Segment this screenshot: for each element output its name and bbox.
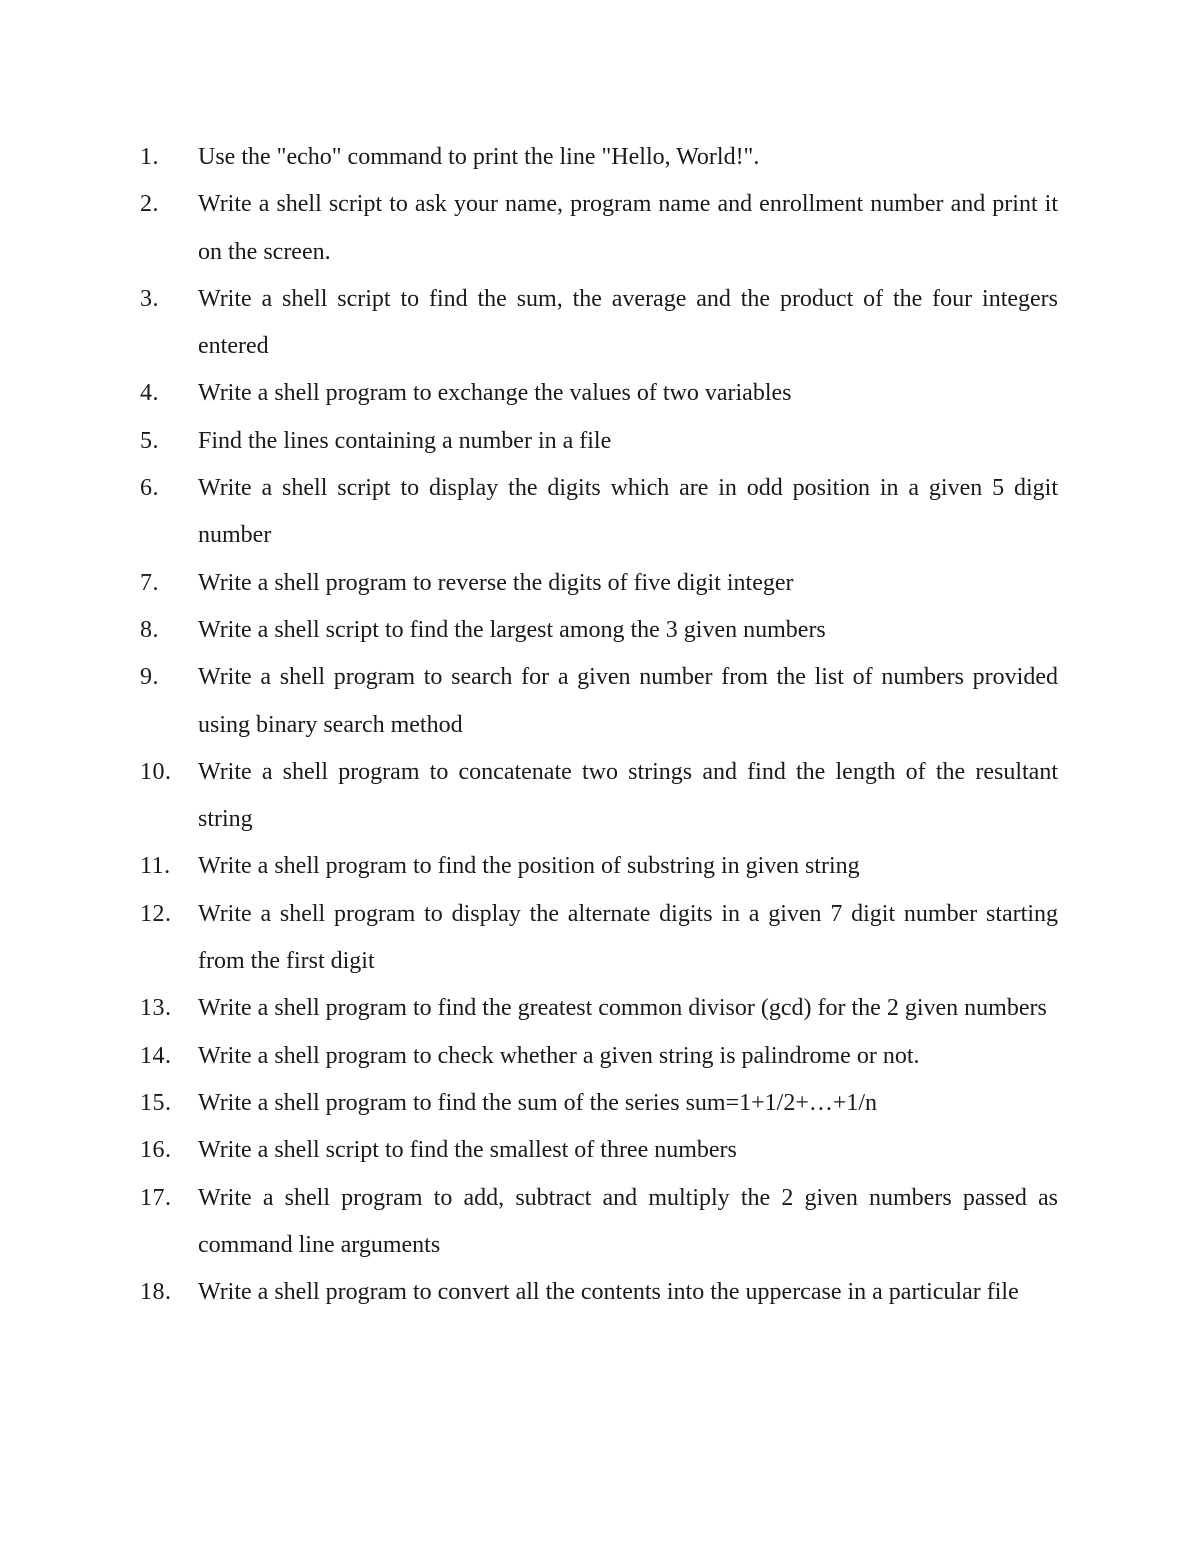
question-list — [140, 134, 1058, 1316]
item-number: 4. — [140, 380, 159, 407]
item-text: Write a shell program to check whether a given string is palindrome or not. — [198, 1042, 920, 1069]
list-item — [140, 465, 1058, 560]
item-text: Write a shell script to display the digits which are in odd position in a given 5 digit number — [198, 475, 1058, 549]
item-number: 7. — [140, 569, 159, 596]
list-item — [140, 985, 1058, 1032]
item-number: 12. — [140, 900, 172, 927]
item-text: Write a shell program to find the greatest common divisor (gcd) for the 2 given numbers — [198, 995, 1047, 1022]
item-number: 14. — [140, 1042, 172, 1069]
item-text: Write a shell program to find the sum of the series sum=1+1/2+…+1/n — [198, 1089, 878, 1116]
list-item — [140, 654, 1058, 749]
item-text: Write a shell script to find the smallest of three numbers — [198, 1137, 737, 1164]
item-text: Write a shell program to exchange the values of two variables — [198, 380, 792, 407]
list-item — [140, 1033, 1058, 1080]
item-number: 13. — [140, 995, 172, 1022]
item-text: Write a shell script to find the largest among the 3 given numbers — [198, 616, 826, 643]
list-item — [140, 843, 1058, 890]
list-item — [140, 560, 1058, 607]
list-item — [140, 607, 1058, 654]
item-number: 9. — [140, 664, 159, 691]
item-text: Write a shell program to search for a given number from the list of numbers provided using binary search method — [198, 664, 1058, 738]
item-number: 5. — [140, 427, 159, 454]
item-text: Write a shell program to concatenate two strings and find the length of the resultant string — [198, 758, 1058, 833]
item-number: 10. — [140, 758, 172, 785]
list-item — [140, 1080, 1058, 1127]
list-item — [140, 181, 1058, 276]
list-item — [140, 134, 1058, 181]
item-number: 11. — [140, 853, 171, 880]
list-item — [140, 749, 1058, 844]
item-number: 2. — [140, 191, 159, 218]
list-item — [140, 1269, 1058, 1316]
item-text: Write a shell script to find the sum, the average and the product of the four integers entered — [198, 285, 1058, 360]
item-text: Write a shell program to convert all the contents into the uppercase in a particular file — [198, 1279, 1019, 1306]
item-text: Find the lines containing a number in a file — [198, 427, 612, 454]
item-number: 18. — [140, 1279, 172, 1306]
item-number: 8. — [140, 616, 159, 643]
list-item — [140, 370, 1058, 417]
list-item — [140, 1127, 1058, 1174]
item-text: Write a shell program to display the alternate digits in a given 7 digit number starting from the first digit — [198, 900, 1058, 975]
list-item — [140, 891, 1058, 986]
item-text: Use the "echo" command to print the line "Hello, World!". — [198, 144, 760, 170]
list-item — [140, 418, 1058, 465]
item-text: Write a shell program to reverse the digits of five digit integer — [198, 569, 794, 596]
item-text: Write a shell program to find the position of substring in given string — [198, 853, 860, 880]
item-text: Write a shell script to ask your name, program name and enrollment number and print it on the screen. — [198, 191, 1058, 265]
item-number: 15. — [140, 1089, 172, 1116]
item-number: 16. — [140, 1137, 172, 1164]
item-number: 3. — [140, 285, 159, 312]
item-text: Write a shell program to add, subtract and multiply the 2 given numbers passed as command line arguments — [198, 1184, 1058, 1258]
list-item — [140, 1175, 1058, 1270]
item-number: 1. — [140, 144, 159, 170]
item-number: 17. — [140, 1184, 172, 1211]
list-item — [140, 276, 1058, 371]
item-number: 6. — [140, 475, 159, 502]
